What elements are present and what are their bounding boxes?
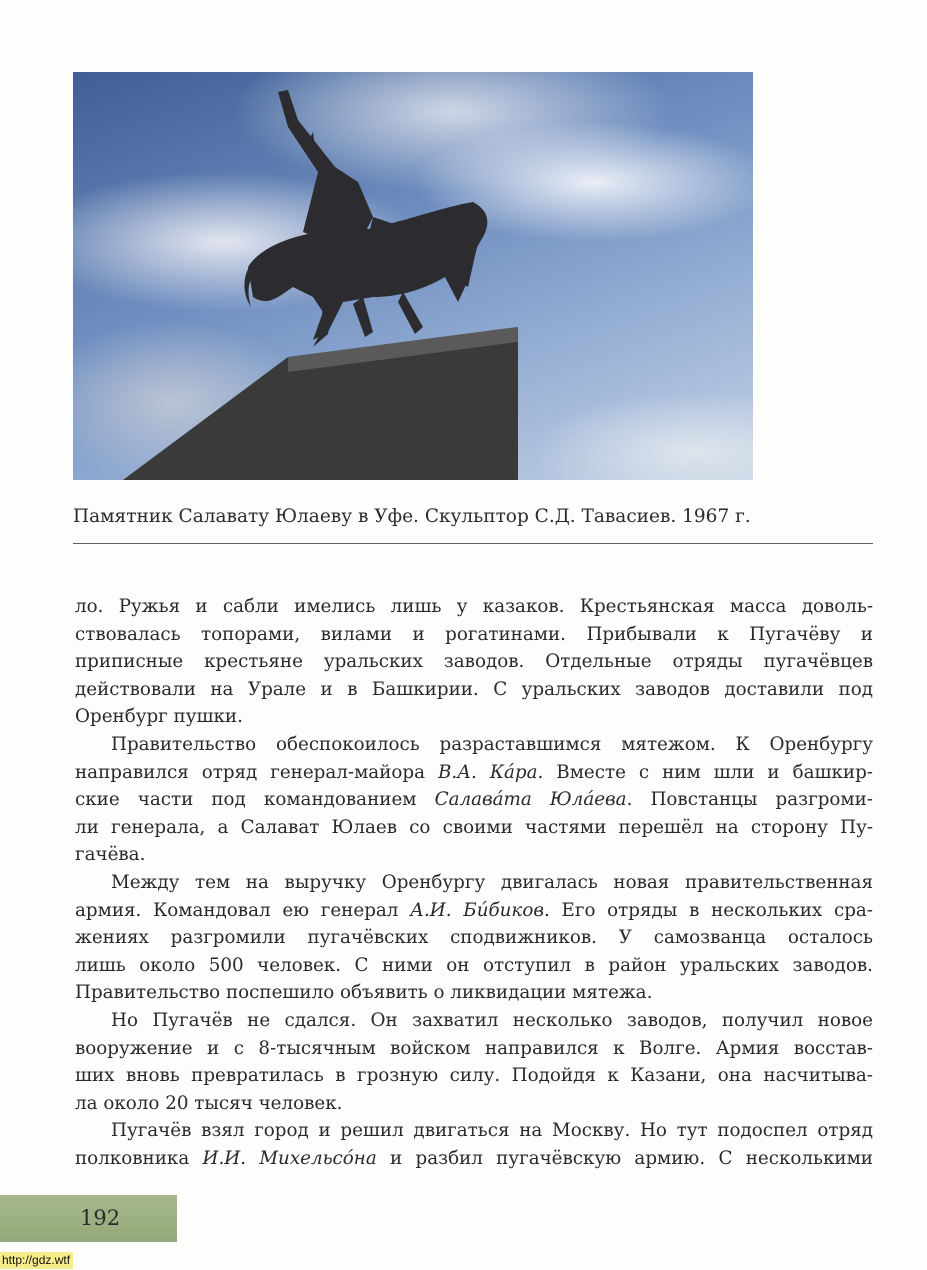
text-line	[75, 1090, 873, 1118]
text-segment: . Повстанцы разгроми-	[626, 789, 873, 811]
text-line	[75, 731, 873, 759]
text-line	[75, 924, 873, 952]
text-segment: . Его отряды в нескольких сра-	[543, 899, 873, 921]
text-segment: жениях разгромили пугачёвских сподвижников. У самозванца осталось	[75, 927, 873, 949]
text-line	[75, 1145, 873, 1173]
text-segment: Но Пугачёв не сдался. Он захватил несколько заводов, получил новое	[111, 1009, 873, 1031]
text-segment: Между тем на выручку Оренбургу двигалась новая правительственная	[111, 871, 873, 893]
text-line	[75, 1035, 873, 1063]
text-line	[75, 593, 873, 621]
text-line	[75, 676, 873, 704]
figure-caption: Памятник Салавату Юлаеву в Уфе. Скульптор С.Д. Тавасиев. 1967 г.	[73, 506, 751, 527]
text-segment: . Вместе с ним шли и башкир-	[537, 761, 873, 783]
text-line	[75, 1007, 873, 1035]
text-line	[75, 897, 873, 925]
text-segment: лишь около 500 человек. С ними он отступил в район уральских заводов.	[75, 954, 873, 976]
text-segment: приписные крестьяне уральских заводов. Отдельные отряды пугачёвцев	[75, 651, 873, 673]
text-line	[75, 703, 873, 731]
text-segment: ли генерала, а Салават Юлаев со своими частями перешёл на сторону Пу-	[75, 816, 873, 838]
italic-name: И.И. Михельсо́на	[202, 1147, 377, 1169]
text-line	[75, 648, 873, 676]
text-segment: действовали на Урале и в Башкирии. С уральских заводов доставили под	[75, 678, 873, 700]
text-line	[75, 1062, 873, 1090]
text-segment: ло. Ружья и сабли имелись лишь у казаков. Крестьянская масса доволь-	[75, 596, 873, 617]
text-line	[75, 869, 873, 897]
text-segment: Правительство обеспокоилось разраставшимся мятежом. К Оренбургу	[111, 733, 873, 755]
text-segment: гачёва.	[75, 844, 146, 866]
italic-name: Салава́та Юла́ева	[434, 789, 627, 811]
text-line	[75, 979, 873, 1007]
monument-photo	[73, 72, 753, 480]
text-line	[75, 841, 873, 869]
text-segment: Правительство поспешило объявить о ликвидации мятежа.	[75, 982, 653, 1004]
text-segment: и разбил пугачёвскую армию. С несколькими	[376, 1147, 873, 1169]
text-line	[75, 621, 873, 649]
text-line	[75, 1117, 873, 1145]
caption-divider	[73, 543, 873, 544]
page-number: 192	[80, 1206, 121, 1230]
italic-name: А.И. Би́биков	[410, 899, 544, 921]
statue-silhouette	[73, 72, 753, 480]
text-segment: Пугачёв взял город и решил двигаться на Москву. Но тут подоспел отряд	[111, 1120, 873, 1142]
text-segment: ла около 20 тысяч человек.	[75, 1092, 343, 1114]
text-line	[75, 786, 873, 814]
text-segment: ших вновь превратилась в грозную силу. Подойдя к Казани, она насчитыва-	[75, 1065, 873, 1087]
watermark-link[interactable]: http://gdz.wtf	[0, 1252, 73, 1269]
text-line	[75, 814, 873, 842]
text-line	[75, 759, 873, 787]
text-segment: ствовалась топорами, вилами и рогатинами. Прибывали к Пугачёву и	[75, 623, 873, 645]
text-segment: направился отряд генерал-майора	[75, 761, 438, 783]
text-segment: полковника	[75, 1147, 203, 1169]
text-line	[75, 952, 873, 980]
body-text	[75, 593, 873, 1172]
text-segment: Оренбург пушки.	[75, 706, 243, 728]
italic-name: В.А. Ка́ра	[437, 761, 538, 783]
text-segment: армия. Командовал ею генерал	[75, 899, 411, 921]
text-segment: вооружение и с 8-тысячным войском направился к Волге. Армия восстав-	[75, 1037, 873, 1059]
text-segment: ские части под командованием	[75, 789, 435, 811]
